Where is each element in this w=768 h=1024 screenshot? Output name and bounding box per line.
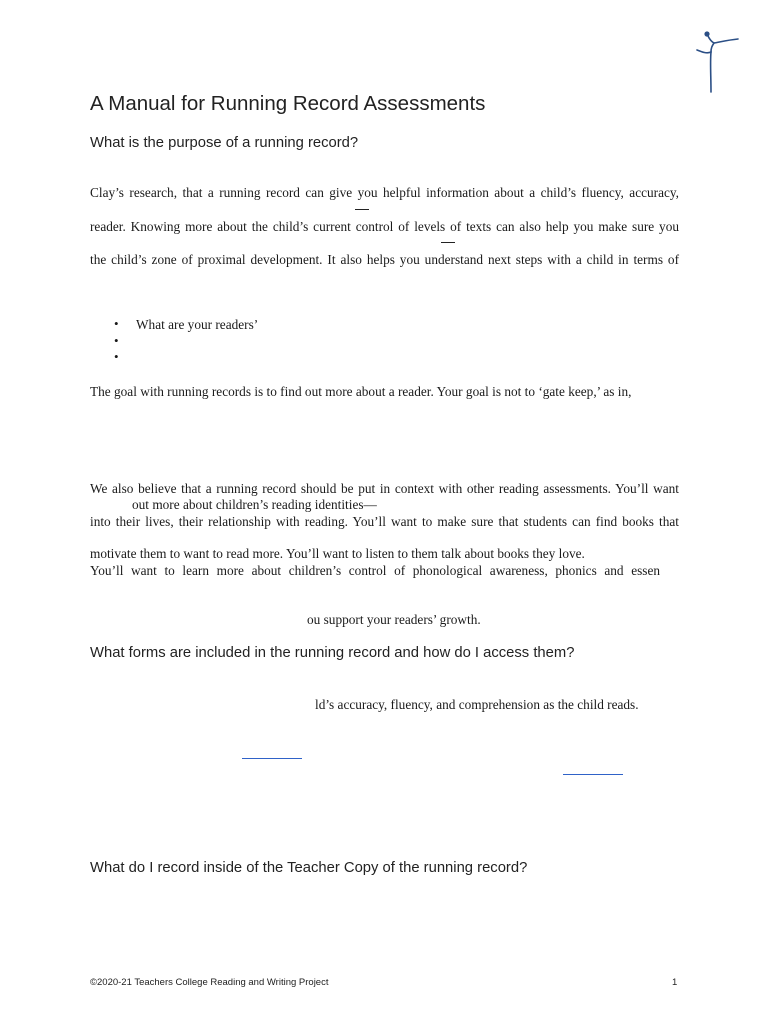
footer-copyright: ©2020-21 Teachers College Reading and Writing Project: [90, 977, 329, 988]
section-heading-forms: What forms are included in the running record and how do I access them?: [90, 645, 575, 661]
page-title: A Manual for Running Record Assessments: [90, 92, 486, 115]
list-item: What are your readers’: [136, 317, 259, 332]
paragraph-line: reader. Knowing more about the child’s current control of levels of texts can also help you make sure you: [90, 219, 679, 234]
paragraph-line: ld’s accuracy, fluency, and comprehension as the child reads.: [315, 697, 639, 712]
bullet-marker: •: [114, 316, 119, 331]
section-heading-teacher-copy: What do I record inside of the Teacher Copy of the running record?: [90, 860, 528, 876]
hyperlink-underline[interactable]: [563, 774, 623, 775]
paragraph-line: We also believe that a running record should be put in context with other reading assessments. You’ll want: [90, 481, 679, 496]
paragraph-line: motivate them to want to read more. You’ll want to listen to them talk about books they love.: [90, 546, 585, 561]
em-dash-mark: [441, 242, 455, 243]
paragraph-line: ou support your readers’ growth.: [307, 612, 481, 627]
bullet-marker: •: [114, 333, 119, 348]
goal-line: The goal with running records is to find out more about a reader. Your goal is not to ‘gate keep,’ as in,: [90, 384, 632, 399]
dancer-logo-icon: [690, 28, 742, 96]
paragraph-line: the child’s zone of proximal development. It also helps you understand next steps with a child in terms of: [90, 252, 679, 267]
em-dash-mark: [355, 209, 369, 210]
paragraph-line: into their lives, their relationship with reading. You’ll want to make sure that students can find books that: [90, 514, 679, 529]
page-number: 1: [672, 977, 678, 988]
bullet-marker: •: [114, 349, 119, 364]
paragraph-line: Clay’s research, that a running record can give you helpful information about a child’s fluency, accuracy,: [90, 185, 679, 200]
paragraph-line: out more about children’s reading identities—: [132, 497, 377, 512]
paragraph-line: You’ll want to learn more about children’s control of phonological awareness, phonics and essen: [90, 563, 660, 578]
hyperlink-underline[interactable]: [242, 758, 302, 759]
section-heading-purpose: What is the purpose of a running record?: [90, 135, 359, 151]
